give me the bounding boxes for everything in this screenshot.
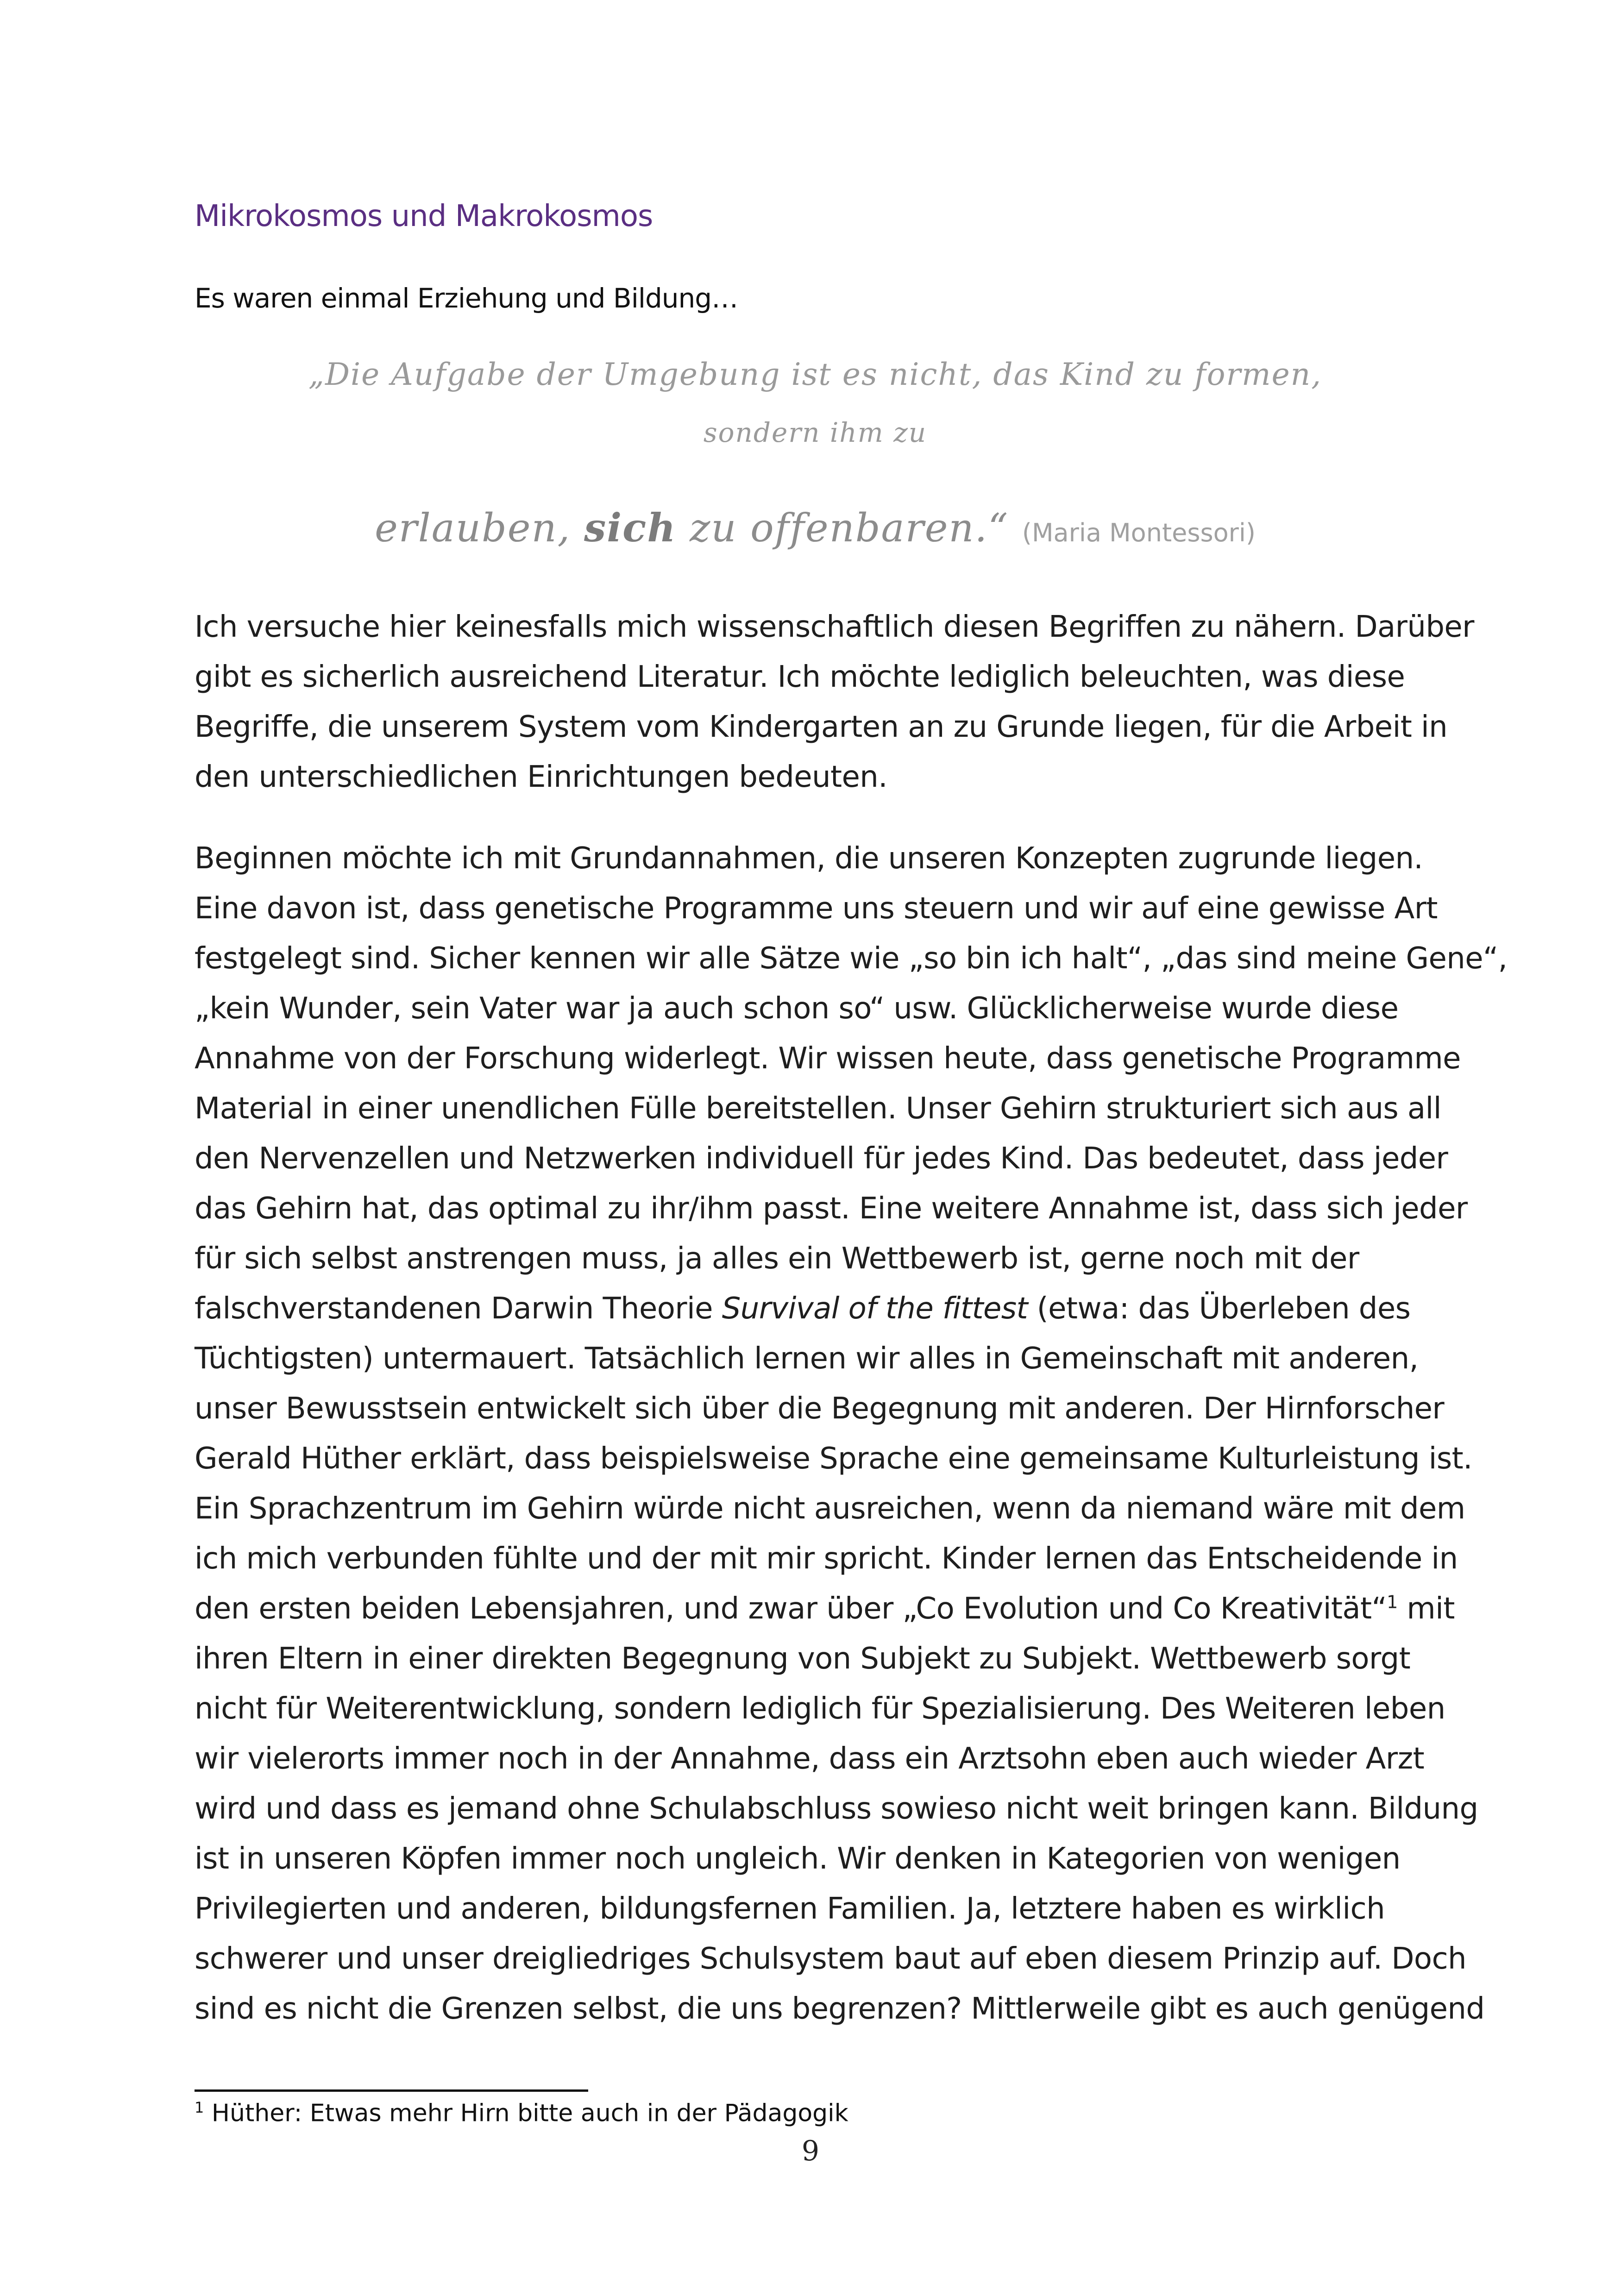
quote-author: (Maria Montessori) bbox=[1022, 518, 1256, 547]
paragraph-1 bbox=[195, 602, 1474, 802]
footnote bbox=[195, 2099, 848, 2127]
paragraph-line: den Nervenzellen und Netzwerken individuell für jedes Kind. Das bedeutet, dass jeder bbox=[195, 1142, 1448, 1176]
text-fragment: (etwa: das Überleben des bbox=[1028, 1292, 1411, 1326]
paragraph-line: gibt es sicherlich ausreichend Literatur. Ich möchte lediglich beleuchten, was diese bbox=[195, 660, 1405, 694]
paragraph-line: Beginnen möchte ich mit Grundannahmen, die unseren Konzepten zugrunde liegen. bbox=[195, 841, 1423, 876]
quote-line-3 bbox=[195, 505, 1436, 551]
paragraph-line: schwerer und unser dreigliedriges Schulsystem baut auf eben diesem Prinzip auf. Doch bbox=[195, 1942, 1467, 1976]
paragraph-line: unser Bewusstsein entwickelt sich über die Begegnung mit anderen. Der Hirnforscher bbox=[195, 1392, 1445, 1426]
quote-emphasis: sich bbox=[584, 505, 677, 551]
footnote-text: Hüther: Etwas mehr Hirn bitte auch in der Pädagogik bbox=[204, 2099, 848, 2127]
paragraph-line: Material in einer unendlichen Fülle bereitstellen. Unser Gehirn strukturiert sich aus all bbox=[195, 1092, 1441, 1126]
page-number: 9 bbox=[801, 2135, 820, 2167]
paragraph-line: „kein Wunder, sein Vater war ja auch schon so“ usw. Glücklicherweise wurde diese bbox=[195, 991, 1399, 1026]
paragraph-line: Privilegierten und anderen, bildungsfernen Familien. Ja, letztere haben es wirklich bbox=[195, 1892, 1385, 1926]
quote-line-2: sondern ihm zu bbox=[703, 417, 927, 448]
paragraph-line-footnote-ref bbox=[195, 1584, 1454, 1634]
paragraph-line: ihren Eltern in einer direkten Begegnung von Subjekt zu Subjekt. Wettbewerb sorgt bbox=[195, 1642, 1411, 1676]
paragraph-line: Ich versuche hier keinesfalls mich wissenschaftlich diesen Begriffen zu nähern. Darüber bbox=[195, 610, 1474, 644]
subsection-heading: Es waren einmal Erziehung und Bildung… bbox=[195, 282, 738, 314]
paragraph-line: den unterschiedlichen Einrichtungen bedeuten. bbox=[195, 760, 887, 794]
paragraph-line: Tüchtigsten) untermauert. Tatsächlich lernen wir alles in Gemeinschaft mit anderen, bbox=[195, 1342, 1419, 1376]
paragraph-line: Annahme von der Forschung widerlegt. Wir wissen heute, dass genetische Programme bbox=[195, 1041, 1461, 1076]
paragraph-line: wird und dass es jemand ohne Schulabschluss sowieso nicht weit bringen kann. Bildung bbox=[195, 1792, 1478, 1826]
text-fragment: den ersten beiden Lebensjahren, und zwar über „Co Evolution und Co Kreativität“ bbox=[195, 1592, 1387, 1626]
paragraph-line: wir vielerorts immer noch in der Annahme, dass ein Arztsohn eben auch wieder Arzt bbox=[195, 1742, 1425, 1776]
quote-line-1: „Die Aufgabe der Umgebung ist es nicht, das Kind zu formen, bbox=[308, 357, 1322, 392]
paragraph-line-darwin bbox=[195, 1284, 1454, 1334]
paragraph-line: Ein Sprachzentrum im Gehirn würde nicht ausreichen, wenn da niemand wäre mit dem bbox=[195, 1492, 1465, 1526]
paragraph-line: ist in unseren Köpfen immer noch ungleich. Wir denken in Kategorien von wenigen bbox=[195, 1842, 1401, 1876]
paragraph-2 bbox=[195, 834, 1508, 2034]
paragraph-line: Eine davon ist, dass genetische Programme uns steuern und wir auf eine gewisse Art bbox=[195, 891, 1438, 926]
paragraph-line: festgelegt sind. Sicher kennen wir alle Sätze wie „so bin ich halt“, „das sind meine Gene“, bbox=[195, 941, 1508, 976]
paragraph-line: ich mich verbunden fühlte und der mit mir spricht. Kinder lernen das Entscheidende in bbox=[195, 1542, 1458, 1576]
footnote-reference[interactable]: 1 bbox=[1387, 1592, 1398, 1612]
text-fragment: mit bbox=[1397, 1592, 1455, 1626]
paragraph-line: für sich selbst anstrengen muss, ja alles ein Wettbewerb ist, gerne noch mit der bbox=[195, 1242, 1359, 1276]
paragraph-line: das Gehirn hat, das optimal zu ihr/ihm passt. Eine weitere Annahme ist, dass sich jeder bbox=[195, 1192, 1468, 1226]
text-fragment: falschverstandenen Darwin Theorie bbox=[195, 1292, 722, 1326]
italic-term: Survival of the fittest bbox=[722, 1292, 1028, 1326]
footnote-marker: 1 bbox=[195, 2099, 204, 2116]
section-heading: Mikrokosmos und Makrokosmos bbox=[195, 199, 653, 233]
paragraph-line: Gerald Hüther erklärt, dass beispielsweise Sprache eine gemeinsame Kulturleistung ist. bbox=[195, 1442, 1472, 1476]
quote-text-post: zu offenbaren.“ bbox=[676, 505, 1009, 551]
paragraph-line: nicht für Weiterentwicklung, sondern lediglich für Spezialisierung. Des Weiteren leben bbox=[195, 1692, 1445, 1726]
paragraph-line: Begriffe, die unserem System vom Kindergarten an zu Grunde liegen, für die Arbeit in bbox=[195, 710, 1448, 744]
quote-text-pre: erlauben, bbox=[375, 505, 584, 551]
footnote-separator bbox=[195, 2089, 588, 2092]
paragraph-line: sind es nicht die Grenzen selbst, die uns begrenzen? Mittlerweile gibt es auch genügend bbox=[195, 1992, 1485, 2026]
